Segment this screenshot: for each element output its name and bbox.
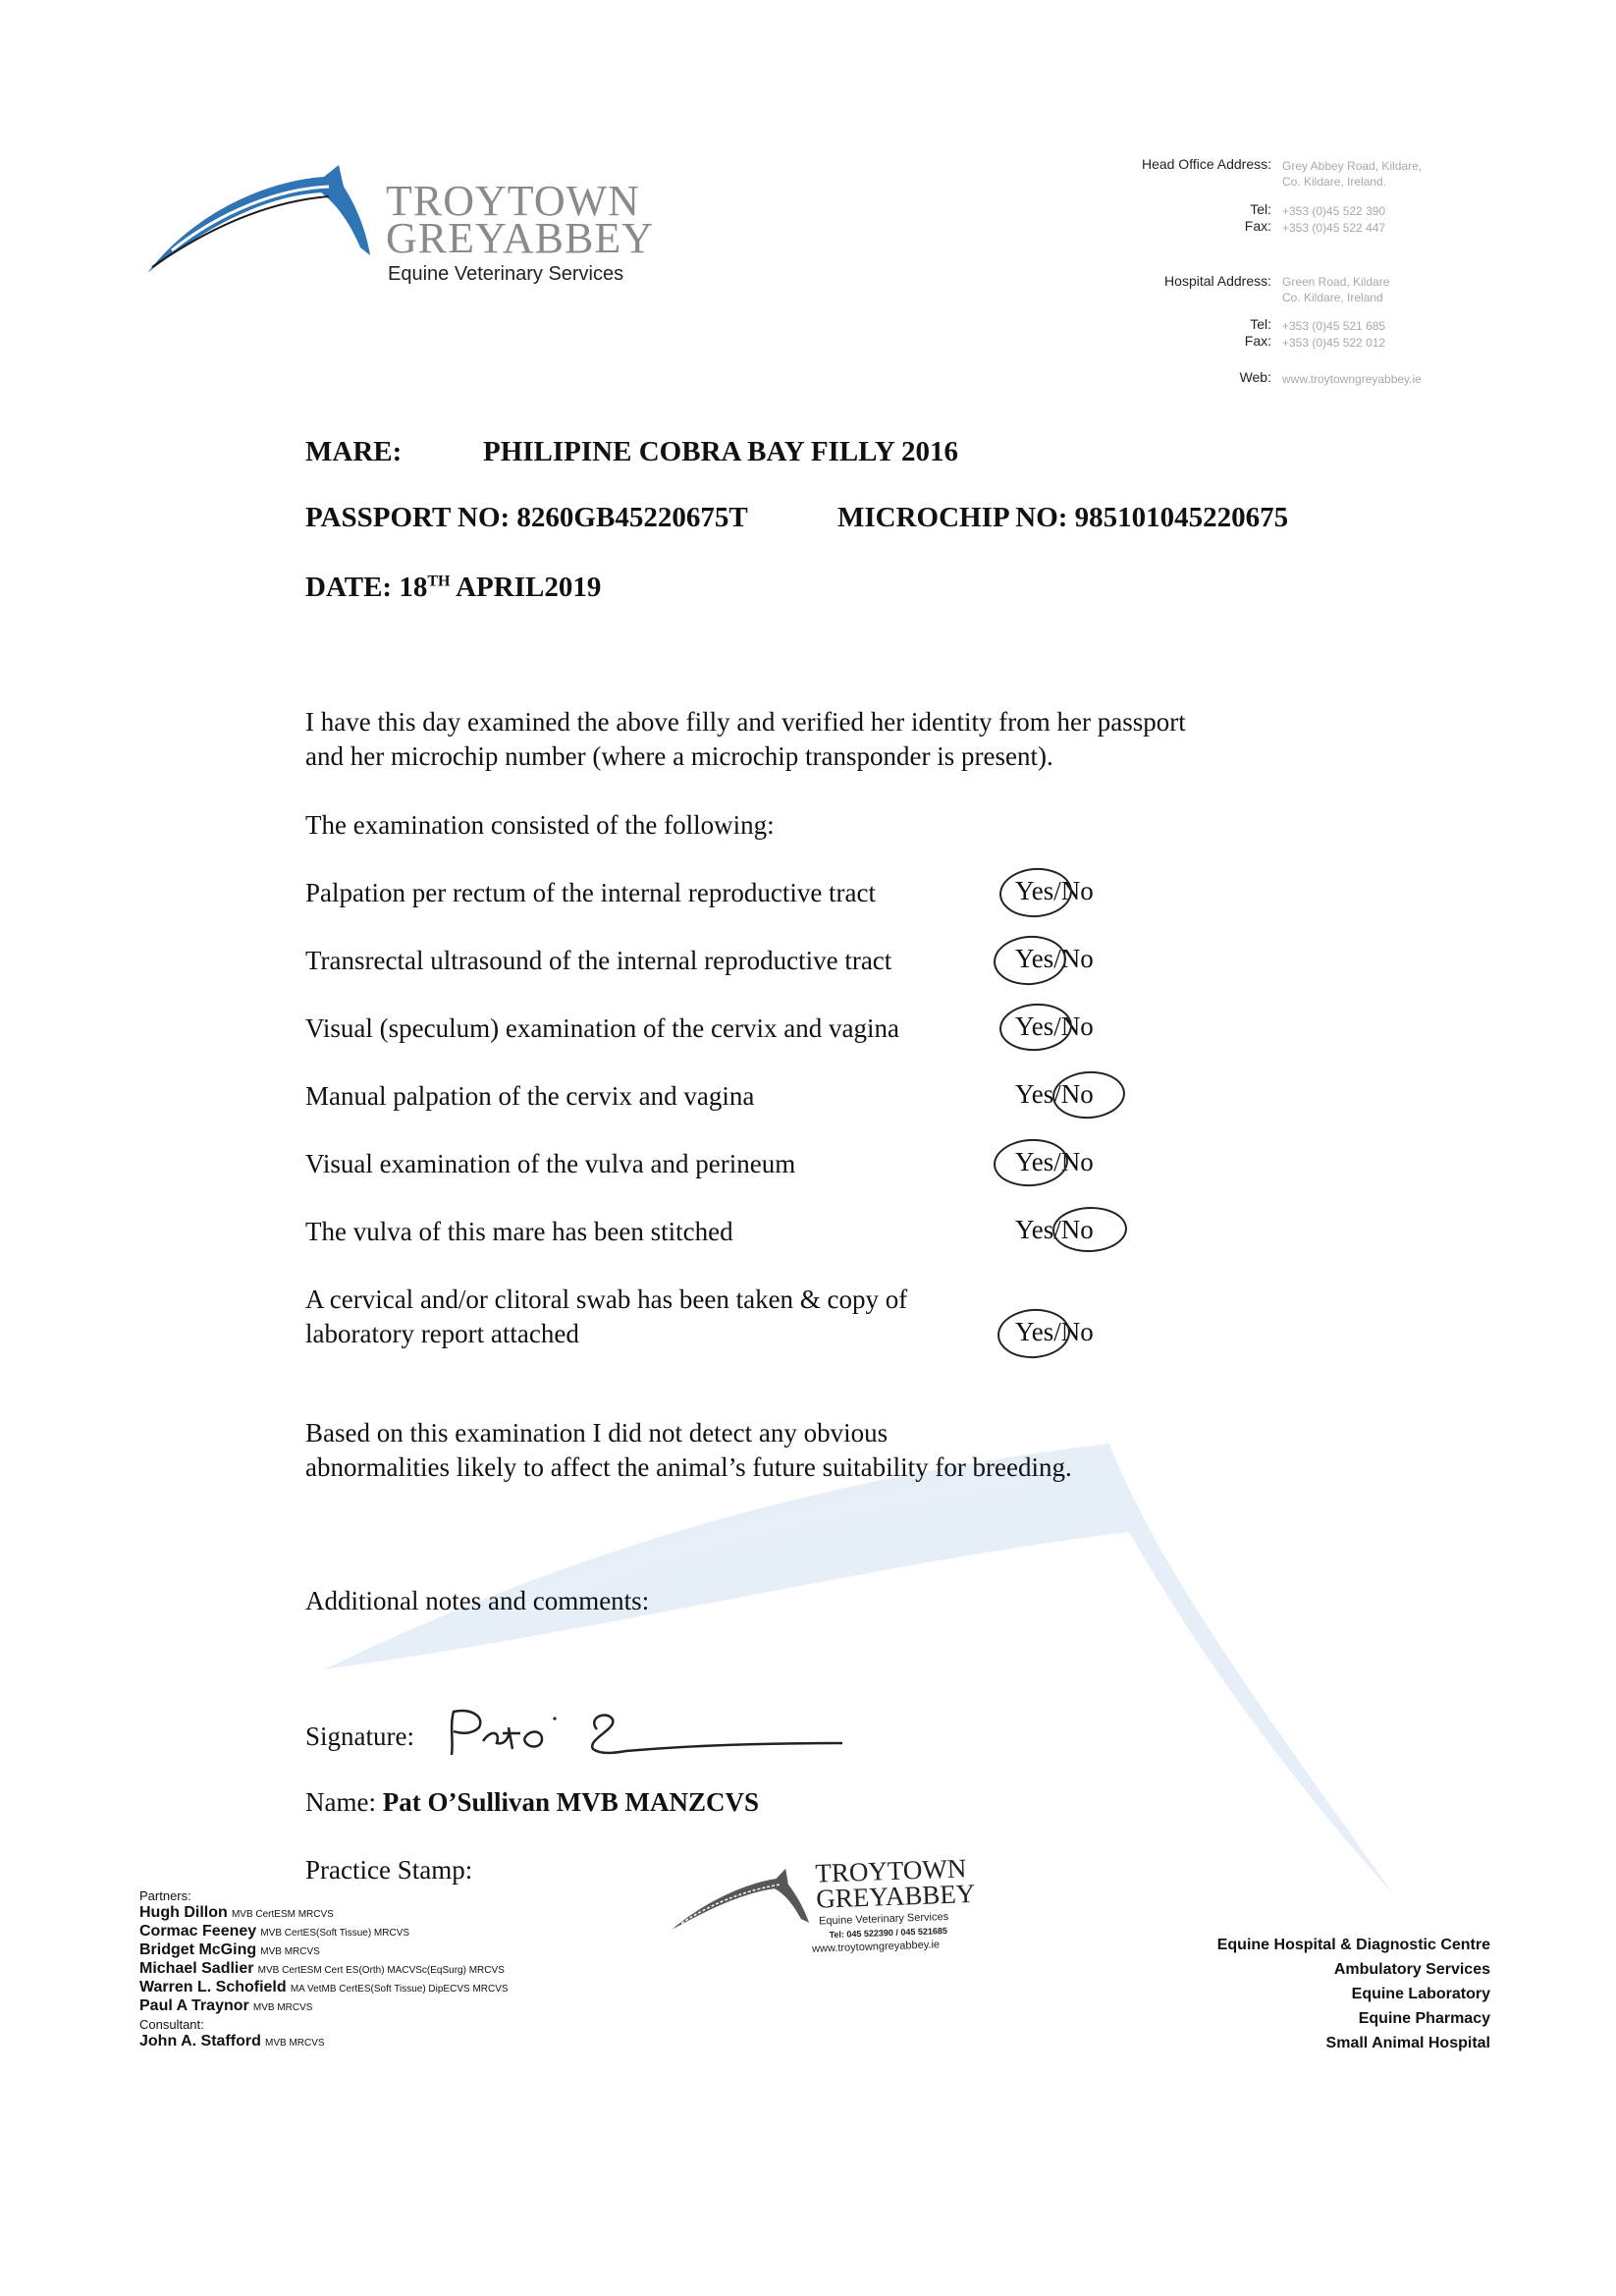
exam-item-answer: Yes/No <box>1015 1317 1094 1346</box>
service-item: Equine Hospital & Diagnostic Centre <box>1216 1937 1490 1953</box>
partner-row <box>139 1997 689 2016</box>
exam-item-answer: Yes/No <box>1015 1215 1094 1244</box>
exam-item-label: The vulva of this mare has been stitched <box>305 1217 733 1246</box>
partners-heading: Partners: <box>139 1888 191 1903</box>
partner-name: Michael Sadlier <box>139 1960 254 1977</box>
partner-quals: MA VetMB CertES(Soft Tissue) DipECVS MRCVS <box>290 1984 509 1995</box>
practice-stamp-label: Practice Stamp: <box>305 1855 473 1885</box>
head-office-line1: Grey Abbey Road, Kildare, <box>1282 159 1423 173</box>
mare-label: MARE: <box>305 436 403 467</box>
partner-name: Paul A Traynor <box>139 1997 249 2014</box>
intro-line-2: and her microchip number (where a microchip transponder is present). <box>305 741 1053 771</box>
exam-item-answer: Yes/No <box>1015 944 1094 973</box>
exam-item-answer: Yes/No <box>1015 876 1094 905</box>
exam-item-label: Visual (speculum) examination of the cervix and vagina <box>305 1013 899 1043</box>
exam-date <box>305 572 601 604</box>
logo-line-1: TROYTOWN <box>386 177 640 225</box>
exam-item-answer: Yes/No <box>1015 1011 1094 1041</box>
stamp-line-2: GREYABBEY <box>815 1878 976 1914</box>
exam-heading: The examination consisted of the following: <box>305 810 775 840</box>
company-logo <box>142 157 653 295</box>
partner-quals: MVB MRCVS <box>252 2002 313 2013</box>
service-item: Equine Laboratory <box>1351 1986 1490 2002</box>
microchip-number: MICROCHIP NO: 985101045220675 <box>837 502 1289 533</box>
partner-quals: MVB MRCVS <box>260 1946 320 1957</box>
services-list <box>1100 1933 1490 2055</box>
date-suffix: APRIL2019 <box>450 572 602 603</box>
hospital-tel: +353 (0)45 521 685 <box>1282 319 1386 333</box>
date-prefix: DATE: 18 <box>305 572 428 603</box>
logo-subtitle: Equine Veterinary Services <box>388 263 624 285</box>
notes-label: Additional notes and comments: <box>305 1586 650 1615</box>
hospital-tel-label: Tel: <box>1250 316 1271 332</box>
partners-list <box>139 1887 689 2051</box>
head-office-fax-label: Fax: <box>1244 218 1271 234</box>
conclusion-line-1: Based on this examination I did not detect any obvious <box>305 1418 889 1448</box>
passport-number: PASSPORT NO: 8260GB45220675T <box>305 502 748 533</box>
stamp-line-4: Tel: 045 522390 / 045 521685 <box>829 1925 948 1941</box>
exam-item-answer: Yes/No <box>1015 1079 1094 1109</box>
stamp-line-1: TROYTOWN <box>814 1853 967 1888</box>
handwritten-signature <box>440 1704 852 1763</box>
partner-row <box>139 1923 689 1941</box>
signatory-name <box>305 1785 759 1820</box>
service-item: Ambulatory Services <box>1333 1961 1490 1978</box>
stamp-line-5: www.troytowngreyabbey.ie <box>811 1939 941 1955</box>
consultant-quals: MVB MRCVS <box>265 2038 325 2049</box>
exam-item-label-line1: A cervical and/or clitoral swab has been taken & copy of <box>305 1285 908 1314</box>
head-office-tel-label: Tel: <box>1250 201 1271 217</box>
mare-value: PHILIPINE COBRA BAY FILLY 2016 <box>483 436 958 467</box>
partner-name: Cormac Feeney <box>139 1923 257 1940</box>
web-label: Web: <box>1239 369 1271 385</box>
exam-item-label: Visual examination of the vulva and perineum <box>305 1149 796 1178</box>
service-item: Equine Pharmacy <box>1358 2010 1490 2027</box>
conclusion-line-2: abnormalities likely to affect the animal’s future suitability for breeding. <box>305 1452 1072 1482</box>
hospital-label: Hospital Address: <box>1164 273 1271 289</box>
exam-item-label: Palpation per rectum of the internal reproductive tract <box>305 878 877 907</box>
intro-line-1: I have this day examined the above filly and verified her identity from her passport <box>305 707 1186 737</box>
partner-row <box>139 1960 689 1979</box>
hospital-line1: Green Road, Kildare <box>1282 275 1390 289</box>
hospital-fax-label: Fax: <box>1244 333 1271 349</box>
horse-head-icon <box>142 157 373 280</box>
hospital-fax: +353 (0)45 522 012 <box>1282 336 1386 350</box>
exam-item-answer: Yes/No <box>1015 1147 1094 1176</box>
consultant-row <box>139 2033 689 2051</box>
web-url: www.troytowngreyabbey.ie <box>1282 372 1422 386</box>
signature-label: Signature: <box>305 1722 414 1751</box>
partner-row <box>139 1979 689 1997</box>
partner-quals: MVB CertESM MRCVS <box>231 1909 334 1920</box>
partner-quals: MVB CertES(Soft Tissue) MRCVS <box>260 1928 410 1939</box>
head-office-tel: +353 (0)45 522 390 <box>1282 204 1386 218</box>
name-label: Name: <box>305 1787 383 1817</box>
partner-name: Bridget McGing <box>139 1941 257 1958</box>
partner-row <box>139 1904 689 1923</box>
partner-quals: MVB CertESM Cert ES(Orth) MACVSc(EqSurg) MRCVS <box>257 1965 505 1976</box>
partner-name: Warren L. Schofield <box>139 1979 287 1995</box>
head-office-fax: +353 (0)45 522 447 <box>1282 221 1386 235</box>
partner-name: Hugh Dillon <box>139 1904 228 1921</box>
exam-item-label-line2: laboratory report attached <box>305 1319 579 1348</box>
head-office-line2: Co. Kildare, Ireland. <box>1282 175 1387 189</box>
consultant-heading: Consultant: <box>139 2017 204 2032</box>
name-value: Pat O’Sullivan MVB MANZCVS <box>382 1787 760 1817</box>
partner-row <box>139 1941 689 1960</box>
logo-line-2: GREYABBEY <box>386 214 655 262</box>
hospital-line2: Co. Kildare, Ireland <box>1282 291 1383 304</box>
practice-stamp <box>666 1853 1003 1983</box>
exam-item-label: Manual palpation of the cervix and vagina <box>305 1081 755 1111</box>
date-ordinal: TH <box>427 573 451 590</box>
exam-item-label: Transrectal ultrasound of the internal reproductive tract <box>305 946 892 975</box>
consultant-name: John A. Stafford <box>139 2033 261 2050</box>
head-office-label: Head Office Address: <box>1141 156 1271 172</box>
stamp-line-3: Equine Veterinary Services <box>818 1910 949 1928</box>
service-item: Small Animal Hospital <box>1325 2035 1490 2051</box>
